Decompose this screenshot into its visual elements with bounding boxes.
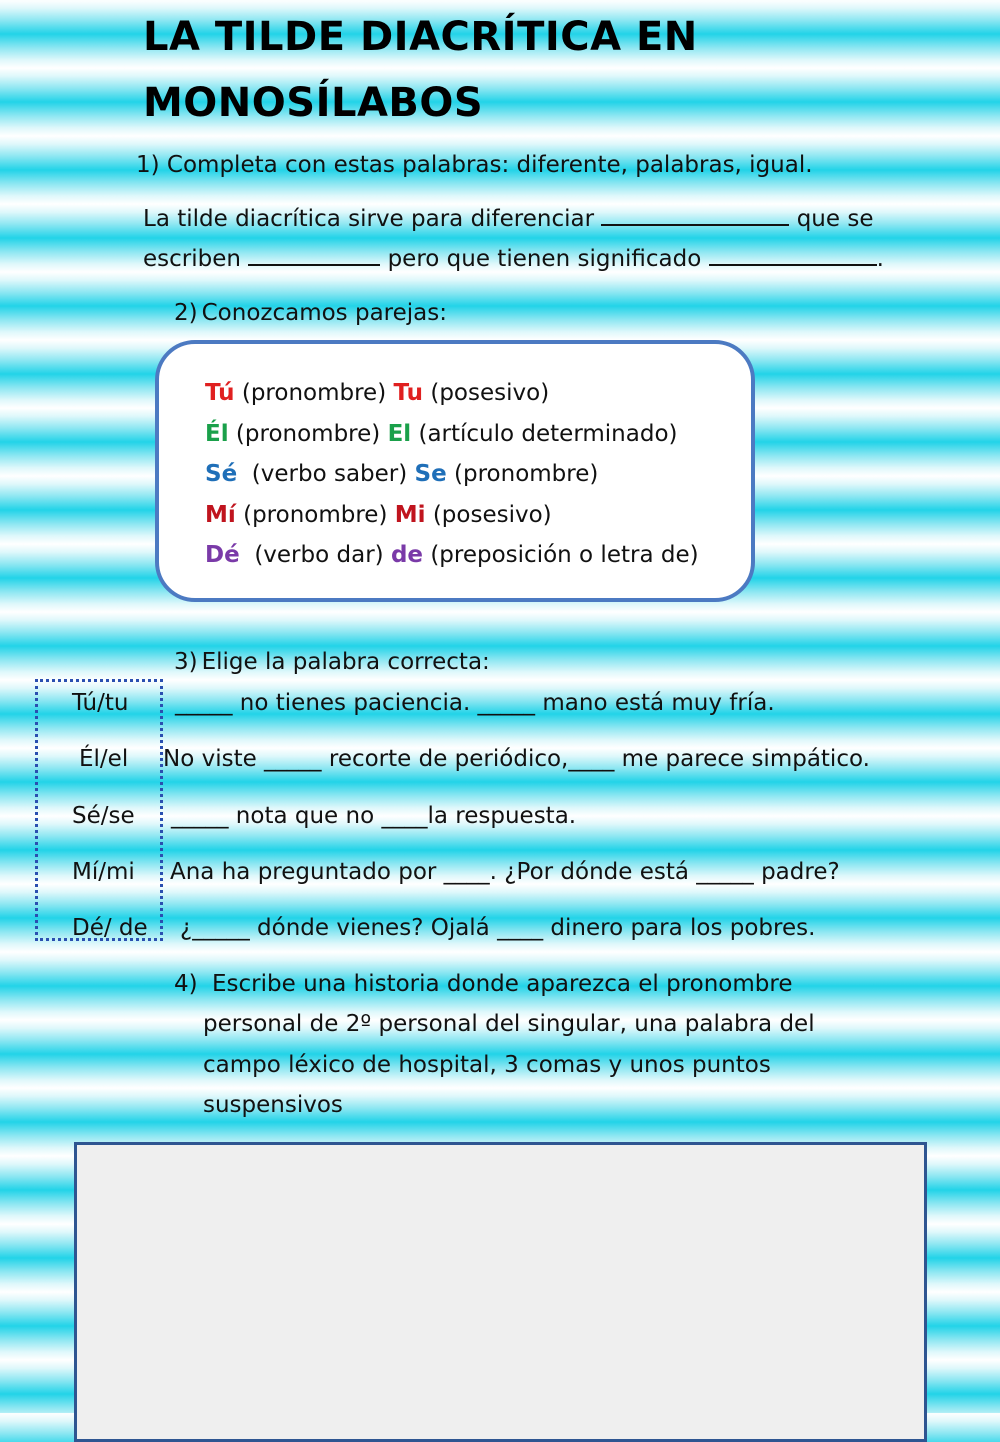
exercise-1-period: . — [876, 246, 884, 272]
blank-input-1[interactable] — [601, 206, 789, 226]
pair-word-accented: Sé — [205, 461, 238, 487]
exercise-3-title: Elige la palabra correcta: — [201, 649, 490, 675]
title-line-2: MONOSÍLABOS — [143, 80, 484, 126]
pair-row — [205, 502, 552, 528]
blank-input-2[interactable] — [248, 246, 380, 266]
pair-row — [205, 461, 598, 487]
option-label: Él/el — [79, 746, 129, 772]
exercise-4-line-4: suspensivos — [203, 1092, 343, 1118]
pair-row — [205, 421, 678, 447]
pairs-box — [155, 340, 755, 602]
pair-description-1: (pronombre) — [235, 502, 395, 528]
pair-description-1: (pronombre) — [234, 380, 394, 406]
pair-description-2: (posesivo) — [425, 502, 552, 528]
exercise-1-text-c: escriben — [143, 246, 241, 272]
exercise-3-sentence: ¿_____ dónde vienes? Ojalá ____ dinero para los pobres. — [180, 915, 816, 941]
pair-word-plain: Mi — [394, 502, 426, 528]
option-label: Mí/mi — [72, 859, 135, 885]
pair-description-1: (pronombre) — [228, 421, 388, 447]
exercise-4-number: 4) — [174, 971, 198, 997]
exercise-3-heading — [174, 649, 490, 675]
pair-word-plain: de — [390, 542, 424, 568]
exercise-1-text-b: que se — [796, 206, 874, 232]
story-answer-box[interactable] — [74, 1142, 927, 1442]
exercise-3-sentence: _____ nota que no ____la respuesta. — [171, 803, 577, 829]
exercise-3-sentence: _____ no tienes paciencia. _____ mano está muy fría. — [175, 690, 775, 716]
pair-description-2: (posesivo) — [423, 380, 550, 406]
blank-input-3[interactable] — [709, 246, 877, 266]
pair-word-accented: Dé — [205, 542, 240, 568]
exercise-3-number: 3) — [174, 649, 198, 675]
exercise-1-text-d: pero que tienen significado — [387, 246, 702, 272]
exercise-1-line-2 — [143, 246, 884, 272]
option-label: Sé/se — [72, 803, 135, 829]
worksheet-title — [143, 4, 903, 136]
exercise-2-heading — [174, 300, 447, 326]
pair-word-plain: Tu — [393, 380, 424, 406]
exercise-1-heading: 1) Completa con estas palabras: diferente, palabras, igual. — [136, 152, 813, 178]
pair-word-accented: Él — [205, 421, 229, 447]
pair-word-accented: Tú — [205, 380, 235, 406]
pair-description-1: (verbo saber) — [237, 461, 415, 487]
pair-description-2: (preposición o letra de) — [423, 542, 699, 568]
option-label: Dé/ de — [72, 915, 148, 941]
pair-description-2: (artículo determinado) — [411, 421, 678, 447]
pair-word-accented: Mí — [205, 502, 236, 528]
exercise-4-line-3: campo léxico de hospital, 3 comas y unos puntos — [203, 1052, 771, 1078]
exercise-3-sentence: Ana ha preguntado por ____. ¿Por dónde está _____ padre? — [170, 859, 840, 885]
pair-description-2: (pronombre) — [446, 461, 599, 487]
pair-word-plain: El — [387, 421, 412, 447]
option-label: Tú/tu — [72, 690, 129, 716]
pair-description-1: (verbo dar) — [239, 542, 391, 568]
exercise-2-title: Conozcamos parejas: — [201, 300, 447, 326]
exercise-2-number: 2) — [174, 300, 198, 326]
title-line-1: LA TILDE DIACRÍTICA EN — [143, 14, 698, 60]
pair-word-plain: Se — [414, 461, 447, 487]
exercise-1-text-a: La tilde diacrítica sirve para diferenciar — [143, 206, 595, 232]
pair-row — [205, 542, 699, 568]
exercise-1-line-1 — [143, 206, 873, 232]
exercise-4-line-1: Escribe una historia donde aparezca el pronombre — [212, 971, 793, 997]
exercise-3-sentence: No viste _____ recorte de periódico,____ me parece simpático. — [163, 746, 870, 772]
pair-row — [205, 380, 549, 406]
exercise-4-line-2: personal de 2º personal del singular, una palabra del — [203, 1011, 815, 1037]
